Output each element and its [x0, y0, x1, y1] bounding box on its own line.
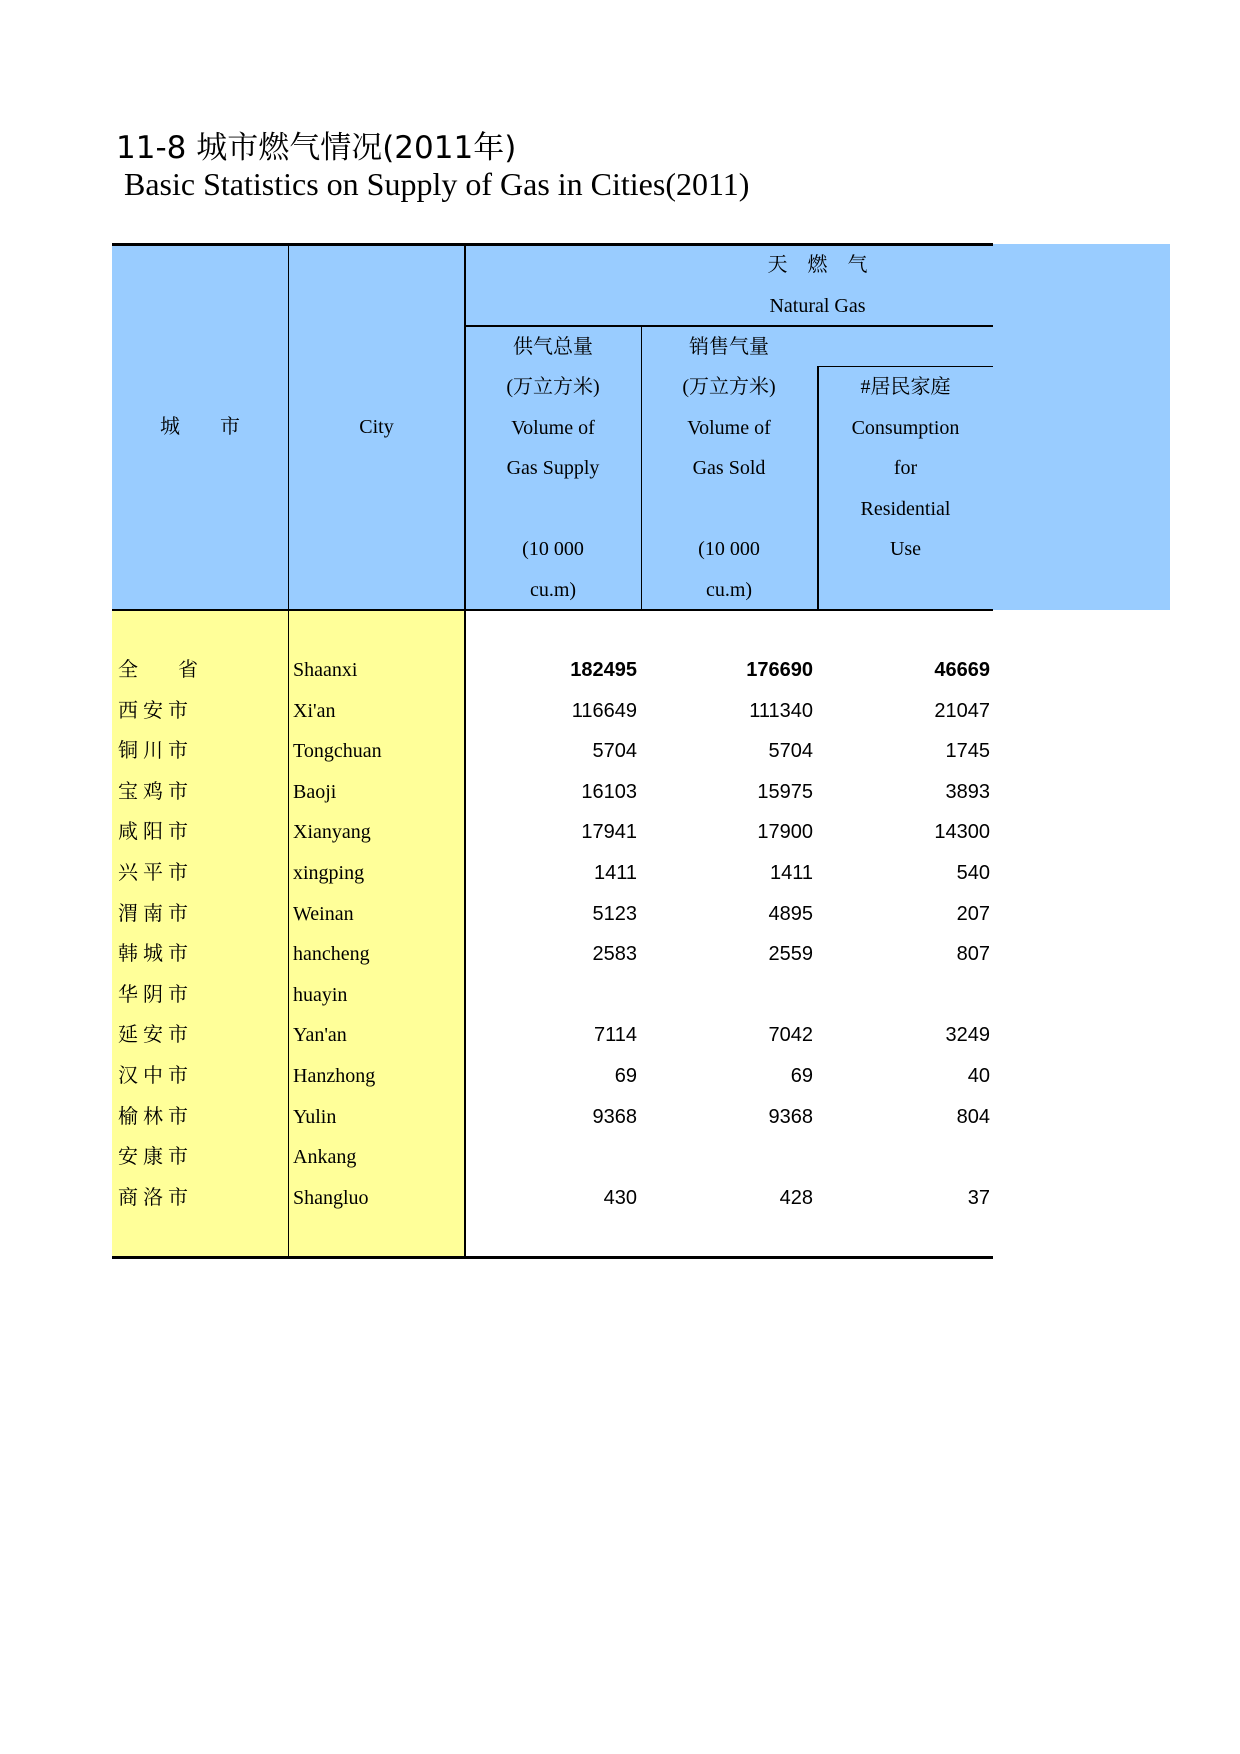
gas-sold-value: 15975	[757, 780, 813, 803]
sub-divider	[818, 366, 993, 367]
header-supply-line: cu.m)	[529, 579, 577, 601]
gas-sold-value: 111340	[749, 699, 813, 722]
gas-supply-value: 69	[614, 1065, 637, 1087]
gas-sold-value: 428	[779, 1186, 813, 1209]
header-supply-line: (10 000	[522, 538, 584, 560]
header-supply-line: (万立方米)	[506, 376, 600, 398]
gas-sold-value: 2559	[768, 943, 813, 966]
city-name-en: xingping	[293, 862, 365, 884]
city-name-cn: 延 安 市	[118, 1024, 188, 1047]
header-residential-line: Consumption	[851, 417, 960, 439]
city-name-en: hancheng	[293, 943, 370, 966]
residential-value: 14300	[934, 821, 990, 844]
header-city-cn: 城 市	[160, 416, 240, 438]
gas-supply-value: 116649	[571, 699, 637, 722]
table-row	[112, 983, 993, 1009]
header-sold-line: (10 000	[698, 538, 760, 560]
city-name-cn: 汉 中 市	[118, 1065, 188, 1087]
city-name-cn: 全 省	[118, 659, 198, 681]
city-name-cn: 渭 南 市	[118, 902, 188, 925]
residential-value: 1745	[945, 740, 990, 763]
header-supply-line: Volume of	[511, 417, 595, 439]
gas-sold-value: 17900	[757, 821, 813, 844]
city-name-en: Xi'an	[293, 699, 336, 722]
header-residential-line: #居民家庭	[860, 376, 951, 398]
header-sold-line: (万立方米)	[682, 376, 776, 398]
residential-value: 3893	[945, 780, 990, 803]
residential-value: 46669	[934, 659, 990, 681]
city-name-en: Yulin	[293, 1105, 337, 1128]
table-title-cn: 11-8 城市燃气情况(2011年)	[116, 130, 517, 166]
header-bottom-border	[112, 609, 993, 611]
gas-supply-value: 9368	[592, 1105, 637, 1128]
gas-supply-value: 17941	[581, 821, 637, 844]
city-name-en: Baoji	[293, 780, 337, 803]
table-row	[112, 1145, 993, 1171]
residential-value: 807	[956, 943, 990, 966]
residential-value: 40	[967, 1065, 990, 1087]
gas-sold-value: 1411	[769, 862, 813, 884]
city-name-en: Tongchuan	[293, 740, 382, 763]
group-divider	[465, 325, 993, 327]
header-residential-line: Use	[889, 538, 922, 560]
residential-value: 207	[956, 902, 990, 925]
residential-value: 804	[956, 1105, 990, 1128]
header-sold-line: Volume of	[687, 417, 771, 439]
gas-sold-value: 5704	[768, 740, 813, 763]
gas-supply-value: 5123	[592, 902, 637, 925]
city-name-cn: 宝 鸡 市	[118, 780, 188, 803]
residential-value: 3249	[945, 1024, 990, 1047]
gas-supply-value: 1411	[593, 862, 637, 884]
city-name-en: Hanzhong	[293, 1065, 376, 1087]
city-name-en: Xianyang	[293, 821, 371, 844]
city-name-cn: 咸 阳 市	[118, 821, 188, 844]
city-name-cn: 华 阴 市	[118, 983, 188, 1006]
gas-supply-value: 430	[603, 1186, 637, 1209]
header-group-en: Natural Gas	[769, 295, 866, 317]
header-residential-line: Residential	[860, 498, 951, 520]
gas-sold-value: 69	[790, 1065, 813, 1087]
table-title-en: Basic Statistics on Supply of Gas in Cities(2011)	[124, 166, 750, 202]
gas-sold-value: 7042	[768, 1024, 813, 1047]
city-name-en: huayin	[293, 983, 348, 1006]
group-cn-text: 天 燃 气	[767, 254, 868, 276]
residential-value: 21047	[934, 699, 990, 722]
city-name-cn: 商 洛 市	[118, 1186, 188, 1209]
header-city-en: City	[359, 416, 394, 438]
city-name-cn: 铜 川 市	[118, 740, 188, 763]
gas-supply-value: 2583	[592, 943, 637, 966]
city-name-en: Yan'an	[293, 1024, 347, 1047]
city-name-cn: 安 康 市	[118, 1146, 188, 1169]
city-name-en: Shangluo	[293, 1186, 369, 1209]
header-sold-line: cu.m)	[705, 579, 753, 601]
city-name-cn: 韩 城 市	[118, 943, 188, 966]
city-name-en: Shaanxi	[293, 659, 358, 681]
top-border	[112, 243, 993, 246]
gas-supply-value: 5704	[592, 740, 637, 763]
bottom-border	[112, 1256, 993, 1259]
city-name-cn: 西 安 市	[118, 699, 188, 722]
city-name-cn: 榆 林 市	[118, 1105, 188, 1128]
col-divider	[817, 366, 819, 610]
residential-value: 37	[967, 1186, 990, 1209]
gas-supply-value: 16103	[581, 780, 637, 803]
city-name-en: Ankang	[293, 1146, 357, 1169]
header-sold-line: 销售气量	[689, 336, 769, 358]
gas-sold-value: 4895	[768, 902, 813, 925]
header-supply-line: Gas Supply	[506, 457, 600, 479]
gas-sold-value: 9368	[768, 1105, 813, 1128]
header-residential-line: for	[893, 457, 918, 479]
gas-supply-value: 7114	[593, 1024, 637, 1047]
gas-sold-value: 176690	[746, 659, 813, 681]
gas-supply-value: 182495	[570, 659, 637, 681]
city-name-en: Weinan	[293, 902, 354, 925]
header-sold-line: Gas Sold	[692, 457, 766, 479]
residential-value: 540	[956, 862, 990, 884]
city-name-cn: 兴 平 市	[118, 862, 188, 884]
header-supply-line: 供气总量	[513, 336, 593, 358]
